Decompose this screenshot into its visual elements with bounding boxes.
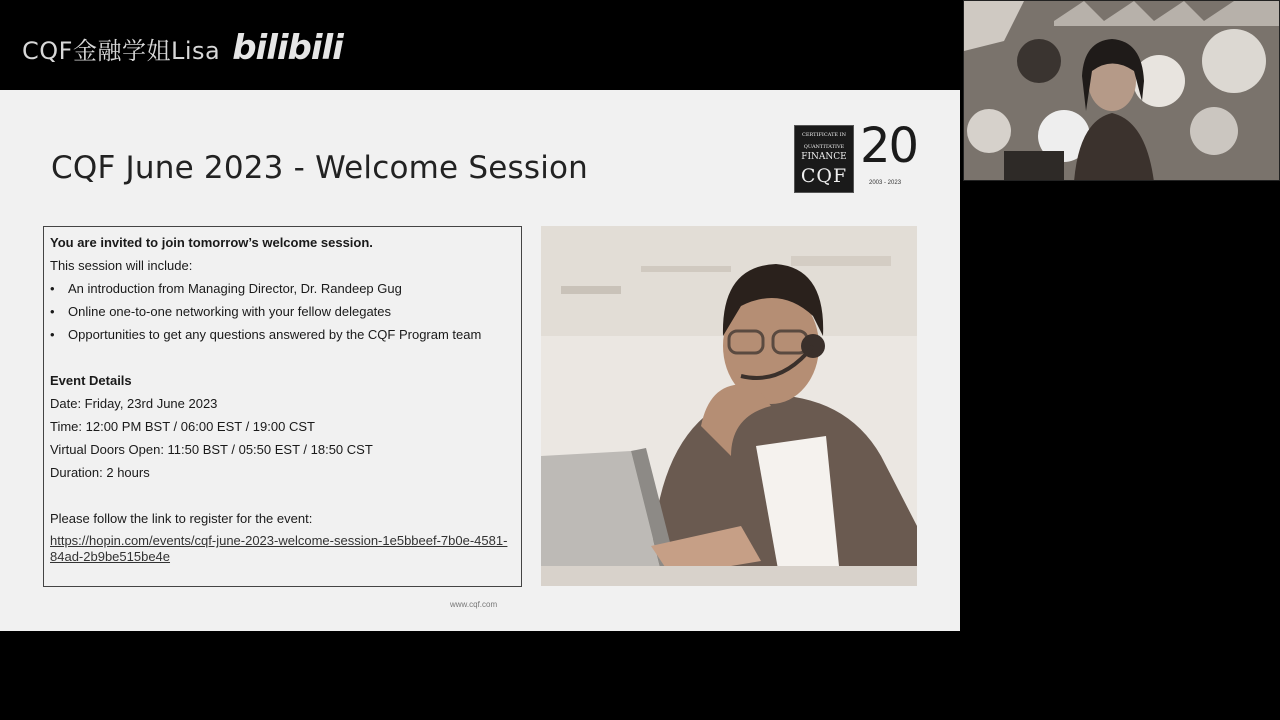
event-duration: Duration: 2 hours (50, 465, 150, 480)
list-item (50, 277, 515, 300)
agenda-item-text: Opportunities to get any questions answered by the CQF Program team (68, 327, 482, 342)
event-details-heading: Event Details (50, 373, 132, 388)
presenter-video-frame (964, 1, 1280, 181)
agenda-item-text: Online one-to-one networking with your fellow delegates (68, 304, 392, 319)
anniversary-number: 20 (860, 118, 918, 174)
channel-name: CQF金融学姐Lisa (22, 36, 221, 65)
badge-line-2: QUANTITATIVE (803, 144, 845, 150)
badge-line-1: CERTIFICATE IN (802, 132, 846, 138)
bullet-glyph: • (50, 304, 55, 319)
channel-watermark (22, 28, 343, 68)
badge-line-3: FINANCE (801, 152, 847, 162)
cqf-badge (794, 125, 854, 193)
badge-abbr: CQF (800, 165, 848, 187)
invite-heading: You are invited to join tomorrow’s welcome session. (50, 235, 373, 250)
photo-illustration (541, 226, 917, 586)
invite-intro: This session will include: (50, 258, 193, 273)
list-item (50, 300, 515, 323)
event-time: Time: 12:00 PM BST / 06:00 EST / 19:00 CST (50, 419, 315, 434)
list-item (50, 323, 515, 346)
presentation-slide (0, 90, 960, 631)
invitation-box (43, 226, 522, 587)
bullet-glyph: • (50, 281, 55, 296)
session-agenda-list (50, 277, 515, 346)
anniversary-years: 2003 - 2023 (869, 180, 902, 186)
cqf-20-years-logo (793, 118, 938, 196)
slide-title: CQF June 2023 - Welcome Session (51, 150, 589, 186)
man-with-laptop-photo (541, 226, 917, 586)
agenda-item-text: An introduction from Managing Director, Dr. Randeep Gug (68, 281, 402, 296)
register-instruction: Please follow the link to register for the event: (50, 511, 313, 526)
presenter-webcam (963, 0, 1280, 181)
event-doors-open: Virtual Doors Open: 11:50 BST / 05:50 EST / 18:50 CST (50, 442, 373, 457)
bilibili-logo: bilibili (232, 28, 343, 68)
event-date: Date: Friday, 23rd June 2023 (50, 396, 218, 411)
bullet-glyph: • (50, 327, 55, 342)
footer-url: www.cqf.com (450, 600, 498, 609)
registration-link[interactable]: https://hopin.com/events/cqf-june-2023-welcome-session-1e5bbeef-7b0e-4581-84ad-2b9be515be4e (50, 533, 508, 564)
